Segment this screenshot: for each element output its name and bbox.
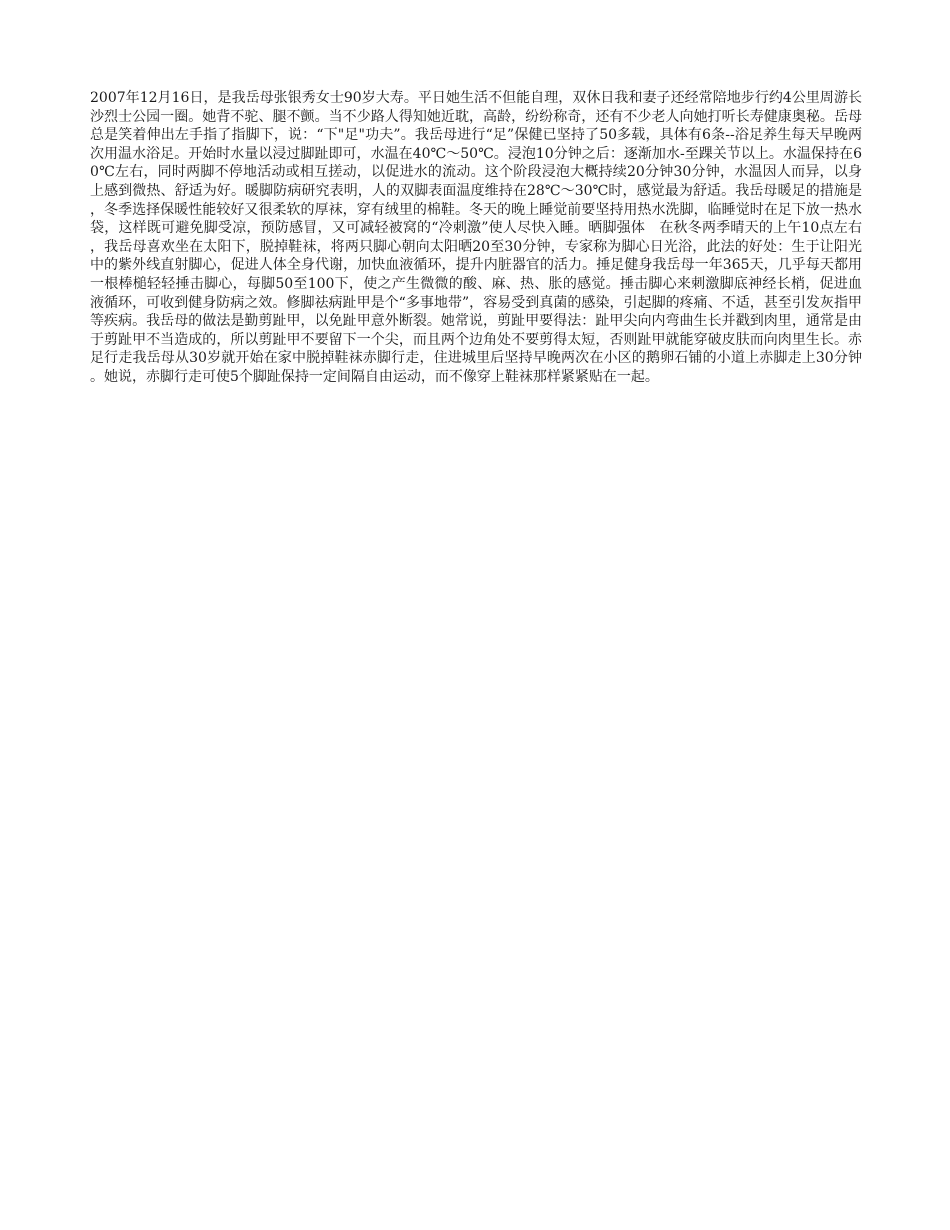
article-body [90, 89, 862, 387]
article-paragraph: 2007年12月16日，是我岳母张银秀女士90岁大寿。平日她生活不但能自理，双休日我和妻子还经常陪地步行约4公里周游长沙烈士公园一圈。她背不驼、腿不颤。当不少路人得知她近耽，高龄，纷纷称奇，还有不少老人向她打听长寿健康奥秘。岳母总是笑着伸出左手指了指脚下，说：“下"足"功夫”。我岳母进行“足”保健已坚持了50多载，具体有6条--浴足养生每天早晚两次用温水浴足。开始时水量以浸过脚趾即可，水温在40℃～50℃。浸泡10分钟之后：逐渐加水-至踝关节以上。水温保持在60℃左右，同时两脚不停地活动或相互搓动，以促进水的流动。这个阶段浸泡大概持续20分钟30分钟，水温因人而异，以身上感到微热、舒适为好。暖脚防病研究表明，人的双脚表面温度维持在28℃～30℃时，感觉最为舒适。我岳母暖足的措施是，冬季选择保暖性能较好又很柔软的厚袜，穿有绒里的棉鞋。冬天的晚上睡觉前要坚持用热水洗脚，临睡觉时在足下放一热水袋，这样既可避免脚受凉，预防感冒，又可减轻被窝的“冷刺激”使人尽快入睡。晒脚强体 在秋冬两季晴天的上午10点左右，我岳母喜欢坐在太阳下，脱掉鞋袜，将两只脚心朝向太阳晒20至30分钟，专家称为脚心日光浴，此法的好处：生于让阳光中的紫外线直射脚心，促进人体全身代谢，加快血液循环，提升内脏器官的活力。捶足健身我岳母一年365天，几乎每天都用一根棒槌轻轻捶击脚心，每脚50至100下，使之产生微微的酸、麻、热、胀的感觉。捶击脚心来刺激脚底神经长梢，促进血液循环，可收到健身防病之效。修脚祛病趾甲是个“多事地带”，容易受到真菌的感染，引起脚的疼痛、不适，甚至引发灰指甲等疾病。我岳母的做法是勤剪趾甲，以免趾甲意外断裂。她常说，剪趾甲要得法：趾甲尖向内弯曲生长并戳到肉里，通常是由于剪趾甲不当造成的，所以剪趾甲不要留下一个尖，而且两个边角处不要剪得太短，否则趾甲就能穿破皮肤而向肉里生长。赤足行走我岳母从30岁就开始在家中脱掉鞋袜赤脚行走，住进城里后坚持早晚两次在小区的鹅卵石铺的小道上赤脚走上30分钟。她说，赤脚行走可使5个脚趾保持一定间隔自由运动，而不像穿上鞋袜那样紧紧贴在一起。 [90, 90, 862, 385]
